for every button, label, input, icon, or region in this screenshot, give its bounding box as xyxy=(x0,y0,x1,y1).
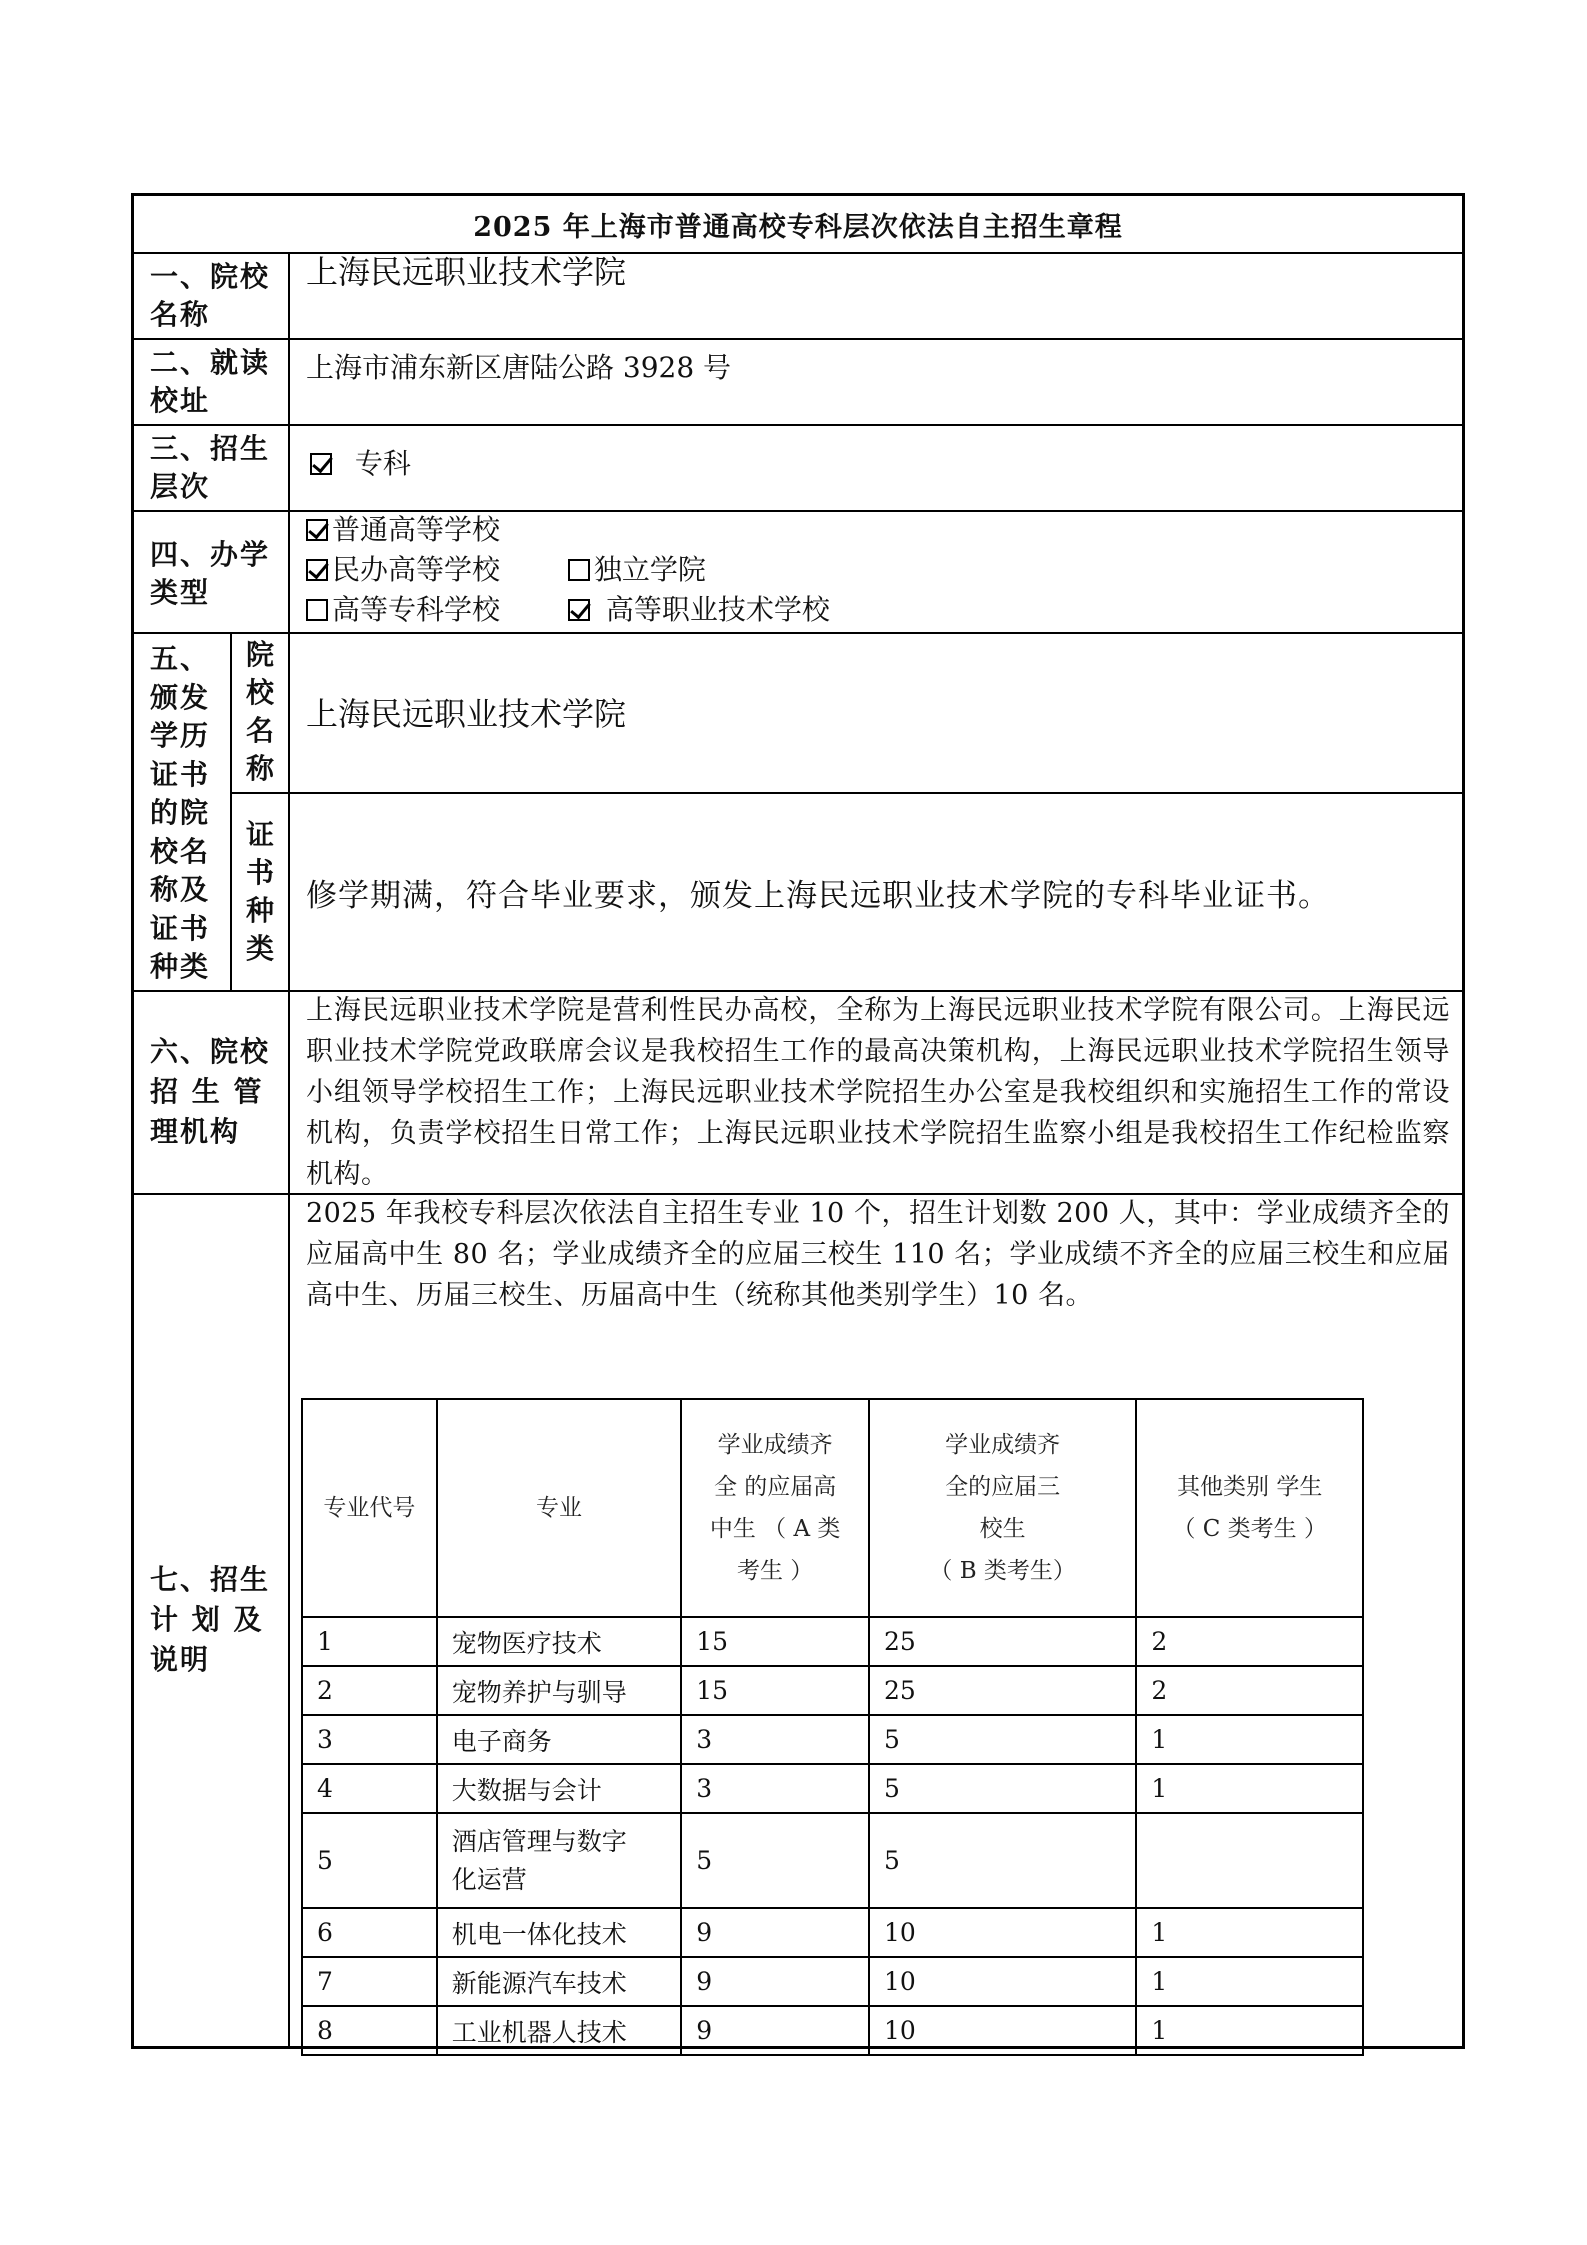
table-row: 4 大数据与会计 3 5 1 xyxy=(302,1764,1363,1813)
header-b: 学业成绩齐 全的应届三 校生 （ B 类考生） xyxy=(869,1399,1136,1617)
type-option-label: 普通高等学校 xyxy=(332,513,501,546)
sublabel-certificate-type: 证 书 种 类 xyxy=(232,794,290,990)
label-level: 三、招生 层次 xyxy=(134,424,290,510)
table-row: 2 宠物养护与驯导 15 25 2 xyxy=(302,1666,1363,1715)
school-type-options xyxy=(290,510,1462,632)
checkbox-empty-icon[interactable] xyxy=(568,559,590,581)
header-code: 专业代号 xyxy=(302,1399,437,1617)
row-management xyxy=(134,990,1462,1195)
type-option-label: 民办高等学校 xyxy=(332,553,501,586)
label-school-type: 四、办学 类型 xyxy=(134,510,290,632)
label-address: 二、就读 校址 xyxy=(134,338,290,424)
table-row: 1 宠物医疗技术 15 25 2 xyxy=(302,1617,1363,1666)
level-option-label: 专科 xyxy=(354,447,411,480)
row-school-type xyxy=(134,510,1462,634)
checkbox-empty-icon[interactable] xyxy=(306,599,328,621)
level-options xyxy=(290,424,1462,510)
label-school-name: 一、院校 名称 xyxy=(134,252,290,338)
header-a: 学业成绩齐 全 的应届高 中生 （ A 类 考生 ） xyxy=(681,1399,869,1617)
table-row: 5 酒店管理与数字 化运营 5 5 xyxy=(302,1813,1363,1908)
row-address xyxy=(134,338,1462,426)
row-certificate xyxy=(134,632,1462,992)
plan-intro: 2025 年我校专科层次依法自主招生专业 10 个，招生计划数 200 人，其中：学业成绩齐全的应届高中生 80 名；学业成绩齐全的应届三校生 110 名；学业成绩不齐全的应届三校生和应届高中生、历届三校生、历届高中生（统称其他类别学生）10 名。 xyxy=(306,1198,1450,1311)
table-row: 6 机电一体化技术 9 10 1 xyxy=(302,1908,1363,1957)
label-management: 六、院校 招 生 管 理机构 xyxy=(134,990,290,1193)
table-row: 8 工业机器人技术 9 10 1 xyxy=(302,2006,1363,2055)
type-option-label: 高等职业技术学校 xyxy=(605,593,830,626)
label-certificate-text: 五、 颁发 学历 证书 的院 校名 称及 证书 种类 xyxy=(134,632,232,990)
address-value: 上海市浦东新区唐陆公路 3928 号 xyxy=(306,351,732,384)
type-option-label: 高等专科学校 xyxy=(332,593,501,626)
header-major: 专业 xyxy=(437,1399,682,1617)
certificate-type-value: 修学期满，符合毕业要求，颁发上海民远职业技术学院的专科毕业证书。 xyxy=(306,877,1330,914)
checkbox-checked-icon[interactable] xyxy=(306,519,328,541)
table-row: 7 新能源汽车技术 9 10 1 xyxy=(302,1957,1363,2006)
row-level xyxy=(134,424,1462,512)
management-text: 上海民远职业技术学院是营利性民办高校，全称为上海民远职业技术学院有限公司。上海民远职业技术学院党政联席会议是我校招生工作的最高决策机构，上海民远职业技术学院招生领导小组领导学校招生工作；上海民远职业技术学院招生办公室是我校组织和实施招生工作的常设机构，负责学校招生日常工作；上海民远职业技术学院招生监察小组是我校招生工作纪检监察机构。 xyxy=(306,995,1450,1190)
enrollment-plan-table xyxy=(301,1398,1364,2056)
sublabel-school-name: 院 校 名 称 xyxy=(232,632,290,794)
checkbox-checked-icon[interactable] xyxy=(306,559,328,581)
checkbox-checked-icon[interactable] xyxy=(568,599,590,621)
school-name-value: 上海民远职业技术学院 xyxy=(306,253,627,291)
checkbox-checked-icon[interactable] xyxy=(310,453,332,475)
table-header-row xyxy=(302,1399,1363,1617)
table-row: 3 电子商务 3 5 1 xyxy=(302,1715,1363,1764)
header-c: 其他类别 学生 （ C 类考生 ） xyxy=(1136,1399,1363,1617)
type-option-label: 独立学院 xyxy=(593,553,706,586)
row-school-name xyxy=(134,252,1462,340)
certificate-school-name-value: 上海民远职业技术学院 xyxy=(290,632,1462,794)
label-plan: 七、招生 计 划 及 说明 xyxy=(134,1193,290,2046)
document-title: 2025 年上海市普通高校专科层次依法自主招生章程 xyxy=(134,196,1462,254)
